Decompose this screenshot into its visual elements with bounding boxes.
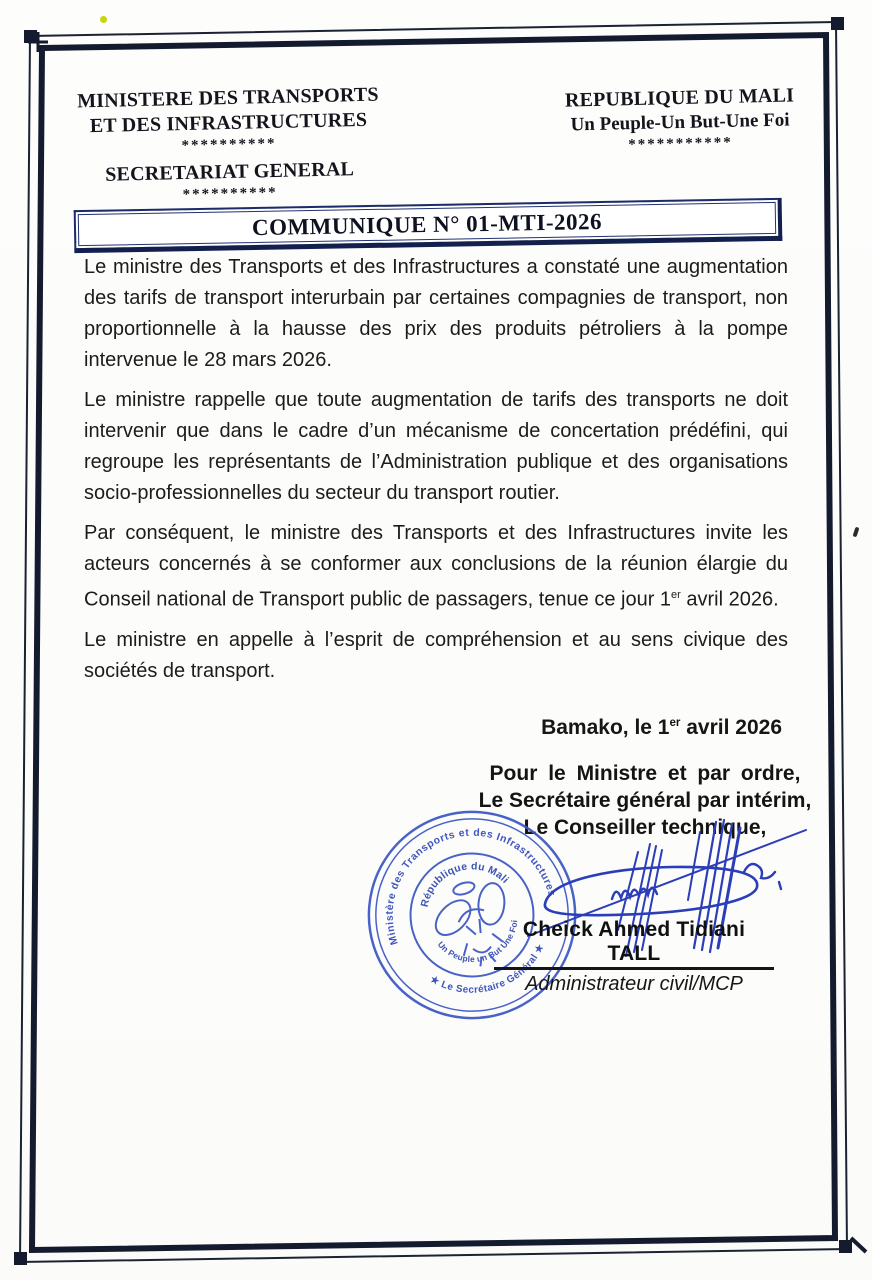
date-text: Bamako, le 1 [541, 716, 670, 739]
paragraph-1: Le ministre des Transports et des Infrastructures a constaté une augmentation des tarifs de transport interurbain par certaines compagnies de transport, non proportionnelle à la hausse des prix des produits pétroliers à la pompe intervenue le 28 mars 2026. [84, 256, 788, 371]
header-republic-block [551, 83, 808, 155]
scan-artifact-speck [853, 527, 860, 538]
signatory-name: Cheick Ahmed Tidiani TALL [494, 918, 774, 970]
republic-motto: Un Peuple-Un But-Une Foi [570, 109, 790, 136]
republic-name: REPUBLIQUE DU MALI [564, 84, 795, 112]
paragraph-3-tail: avril 2026. [680, 588, 779, 611]
paragraph-2: Le ministre rappelle que toute augmentation de tarifs des transports ne doit intervenir que dans le cadre d’un mécanisme de concertation prédéfini, qui regroupe les représentants de l’Administration publique et des organisations socio-professionnelles du secteur du transport routier. [84, 389, 788, 504]
paragraph-4: Le ministre en appelle à l’esprit de compréhension et au sens civique des sociétés de transport. [84, 628, 788, 682]
signoff-line-1: Pour le Ministre et par ordre, [489, 762, 801, 785]
stamp-ring-text: Ministère des Transports et des Infrastructures [384, 827, 558, 947]
paragraph-3-text: Par conséquent, le ministre des Transports et des Infrastructures invite les acteurs concernés à se conformer aux conclusions de la réunion élargie du Conseil national de Transport public de passagers, tenue ce jour 1 [84, 522, 788, 611]
separator-stars: *********** [628, 134, 733, 154]
signatory-block [494, 918, 774, 996]
date-line [430, 716, 782, 740]
date-tail: avril 2026 [680, 716, 782, 739]
communique-title-box [74, 198, 783, 253]
signoff-line-3: Le Conseiller technique, [523, 816, 767, 839]
stamp-inner-top-text: République du Mali [419, 861, 511, 909]
signoff-line-2: Le Secrétaire général par intérim, [478, 789, 812, 812]
scan-artifact-yellow-dot [100, 16, 107, 23]
ministry-name-line1: MINISTERE DES TRANSPORTS [76, 83, 379, 113]
ordinal-superscript: er [671, 589, 681, 601]
separator-stars: ********** [182, 184, 278, 204]
communique-title: COMMUNIQUE N° 01-MTI-2026 [251, 208, 603, 241]
signatory-role: Administrateur civil/MCP [525, 973, 743, 995]
stamp-inner-bottom-text: Un Peuple un But Une Foi [435, 919, 520, 965]
communique-body [84, 252, 788, 696]
paragraph-3 [84, 518, 788, 616]
ministry-name-line2: ET DES INFRASTRUCTURES [89, 108, 368, 138]
header-ministry-block [75, 83, 384, 206]
secretariat-line: SECRETARIAT GENERAL [104, 158, 355, 186]
separator-stars: ********** [181, 135, 277, 155]
stamp-ring-bottom-text: ★ Le Secrétaire Général ★ [428, 942, 547, 996]
ordinal-superscript: er [669, 717, 681, 729]
